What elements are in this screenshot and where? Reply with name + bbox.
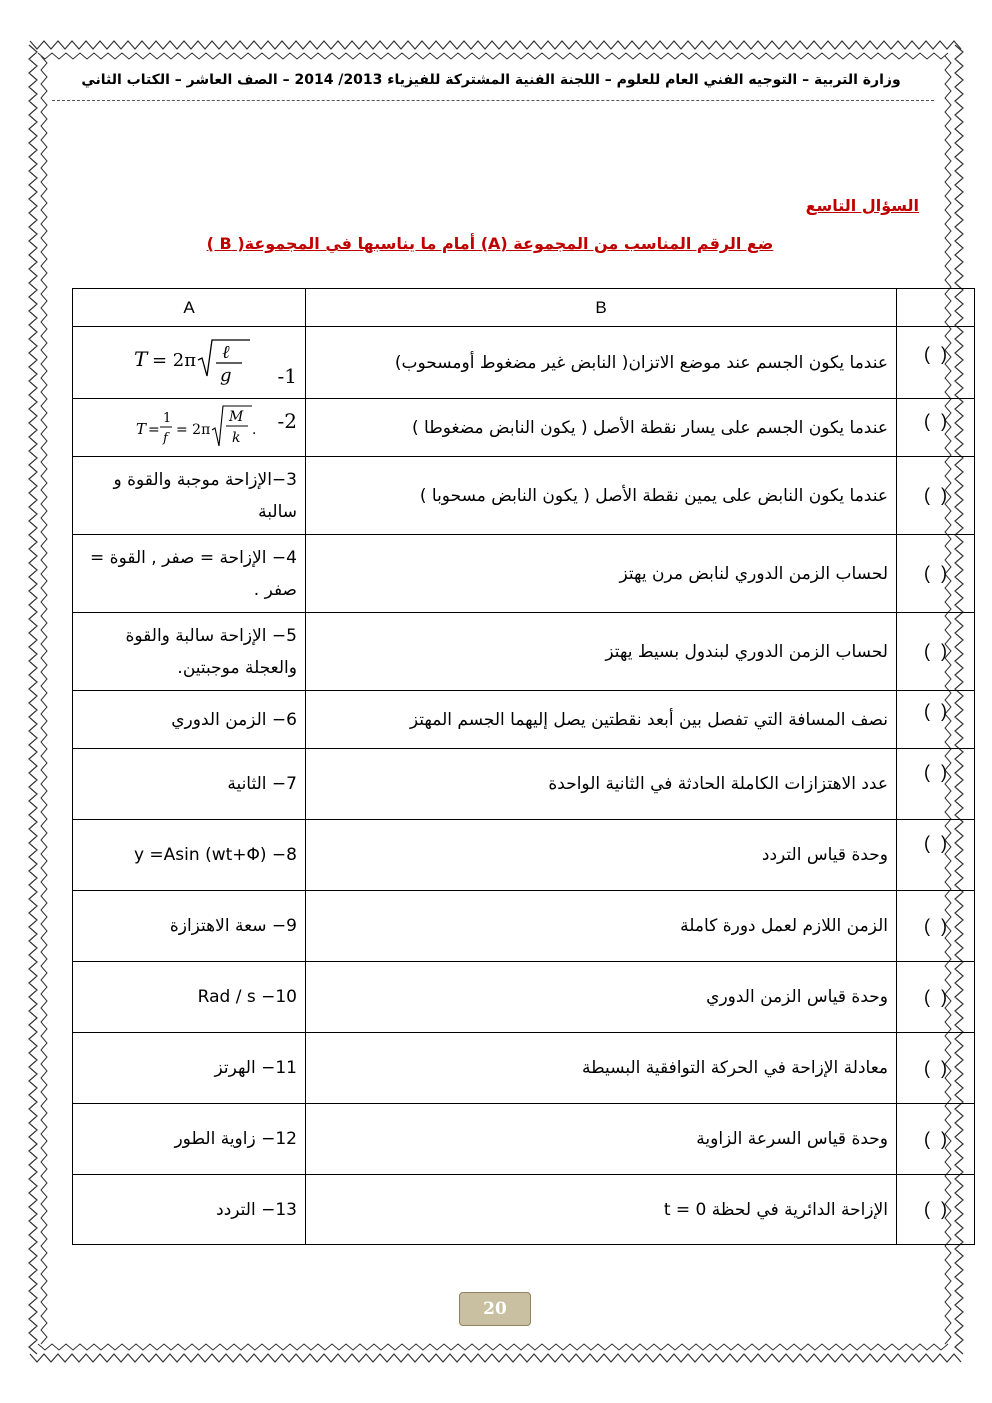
svg-text:M: M [228,408,243,425]
answer-slot-10[interactable]: ( ) [897,962,975,1033]
group-a-item-8: y =Asin (wt+Φ) −8 [73,820,306,891]
group-a-item-10: Rad / s −10 [73,962,306,1033]
group-a-item-9: 9− سعة الاهتزازة [73,891,306,962]
group-b-item-8: وحدة قياس التردد [306,820,897,891]
group-a-item-5: 5− الإزاحة سالبة والقوة والعجلة موجبتين. [73,613,306,691]
table-row [73,613,975,691]
table-row [73,1175,975,1245]
group-a-item-6: 6− الزمن الدوري [73,691,306,749]
table-row [73,327,975,399]
table-row [73,962,975,1033]
group-b-item-7: عدد الاهتزازات الكاملة الحادثة في الثانية الواحدة [306,749,897,820]
svg-text:=: = [147,421,160,438]
group-b-item-2: عندما يكون الجسم على يسار نقطة الأصل ( يكون النابض مضغوطا ) [306,399,897,457]
group-b-item-3: عندما يكون النابض على يمين نقطة الأصل ( يكون النابض مسحوبا ) [306,457,897,535]
table-row [73,457,975,535]
group-b-item-10: وحدة قياس الزمن الدوري [306,962,897,1033]
svg-text:ℓ: ℓ [221,341,230,363]
answer-slot-11[interactable]: ( ) [897,1033,975,1104]
table-row [73,399,975,457]
svg-text:= 2π: = 2π [151,349,196,371]
group-b-item-6: نصف المسافة التي تفصل بين أبعد نقطتين يصل إليهما الجسم المهتز [306,691,897,749]
svg-text:.: . [251,421,256,438]
table-row [73,1104,975,1175]
header-group-b: B [306,289,897,327]
table-row [73,749,975,820]
page-header: وزارة التربية – التوجيه الفني العام للعلوم – اللجنة الفنية المشتركة للفيزياء 2013/ 2014 – الصف العاشر – الكتاب الثاني [81,72,901,88]
group-b-item-13: الإزاحة الدائرية في لحظة t = 0 [306,1175,897,1245]
spring-period-formula [134,402,264,454]
question-instruction: ضع الرقم المناسب من المجموعة (A) أمام ما يناسبها في المجموعة( B ) [206,234,774,253]
answer-slot-6[interactable]: ( ) [897,691,975,749]
answer-slot-9[interactable]: ( ) [897,891,975,962]
group-a-item-1 [73,327,306,399]
group-a-item-2 [73,399,306,457]
svg-text:f: f [162,430,168,446]
group-a-item-13: 13− التردد [73,1175,306,1245]
group-a-item-11: 11− الهرتز [73,1033,306,1104]
answer-slot-8[interactable]: ( ) [897,820,975,891]
table-header-row [73,289,975,327]
group-b-item-5: لحساب الزمن الدوري لبندول بسيط يهتز [306,613,897,691]
table-row [73,820,975,891]
pendulum-period-formula [132,336,272,390]
header-answer-column [897,289,975,327]
group-b-item-4: لحساب الزمن الدوري لنابض مرن يهتز [306,535,897,613]
group-a-item-12: 12− زاوية الطور [73,1104,306,1175]
group-a-item-3: 3−الإزاحة موجبة والقوة و سالبة [73,457,306,535]
group-b-item-9: الزمن اللازم لعمل دورة كاملة [306,891,897,962]
answer-slot-12[interactable]: ( ) [897,1104,975,1175]
answer-slot-2[interactable]: ( ) [897,399,975,457]
answer-slot-5[interactable]: ( ) [897,613,975,691]
table-row [73,691,975,749]
table-row [73,1033,975,1104]
matching-table [72,288,975,1245]
table-row [73,891,975,962]
answer-slot-3[interactable]: ( ) [897,457,975,535]
group-b-item-12: وحدة قياس السرعة الزاوية [306,1104,897,1175]
group-a-item-4: 4− الإزاحة = صفر , القوة = صفر . [73,535,306,613]
header-group-a: A [73,289,306,327]
page-number: 20 [459,1292,531,1326]
svg-text:T: T [135,419,146,438]
group-a-item-2-number: -2 [277,408,297,433]
group-b-item-1: عندما يكون الجسم عند موضع الاتزان( النابض غير مضغوط أومسحوب) [306,327,897,399]
group-a-item-1-number: -1 [277,363,297,388]
svg-text:1: 1 [162,410,171,426]
svg-text:k: k [231,429,240,446]
group-b-item-11: معادلة الإزاحة في الحركة التوافقية البسيطة [306,1033,897,1104]
svg-text:T: T [133,346,147,371]
table-row [73,535,975,613]
answer-slot-1[interactable]: ( ) [897,327,975,399]
svg-text:g: g [219,364,232,386]
svg-text:= 2π: = 2π [175,421,210,438]
answer-slot-4[interactable]: ( ) [897,535,975,613]
group-a-item-7: 7− الثانية [73,749,306,820]
answer-slot-7[interactable]: ( ) [897,749,975,820]
question-title: السؤال التاسع [805,196,919,215]
answer-slot-13[interactable]: ( ) [897,1175,975,1245]
header-divider [52,100,934,101]
